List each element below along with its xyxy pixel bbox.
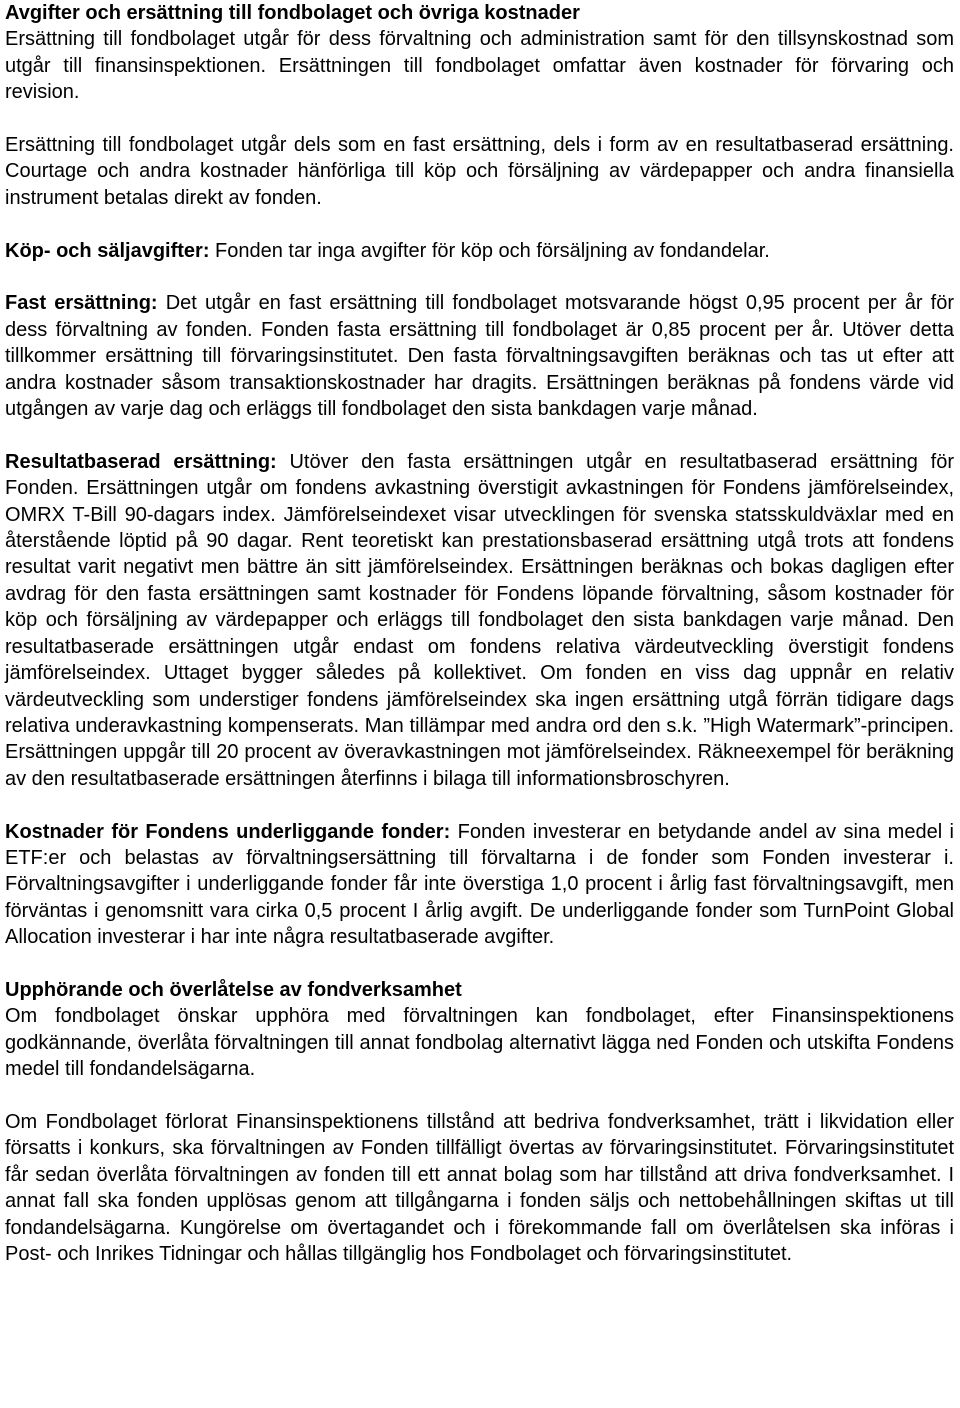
performance-fee-text: Utöver den fasta ersättningen utgår en resultatbaserad ersättning för Fonden. Ersättningen utgår om fondens avkastning överstigit avkastningen för Fondens jämförelseindex, OMRX T-Bill 90-dagars index. Jämförelseindexet visar utvecklingen för svenska statsskuldväxlar med en återstående löptid på 90 dagar. Rent teoretiskt kan prestationsbaserad ersättning utgå trots att fondens resultat varit negativt men bättre än sitt jämförelseindex. Ersättningen beräknas och bokas dagligen efter avdrag för den fasta ersättningen samt kostnader för Fondens löpande förvaltning, såsom kostnader för köp och försäljning av värdepapper och erläggs till fondbolaget den sista bankdagen varje månad. Den resultatbaserade ersättningen utgår endast om fondens relativa värdeutveckling överstigit fondens jämförelseindex. Uttaget bygger således på kollektivet. Om fonden en viss dag uppnår en relativ värdeutveckling som understiger fondens jämförelseindex ska ingen ersättning utgå förrän tidigare dags relativa underavkastning kompenserats. Man tillämpar med andra ord den s.k. ”High Watermark”-principen. Ersättningen uppgår till 20 procent av överavkastningen mot jämförelseindex. Räkneexempel för beräkning av den resultatbaserade ersättningen återfinns i bilaga till informationsbroschyren. [5, 450, 954, 790]
underlying-funds-paragraph [5, 819, 954, 951]
fees-paragraph-1: Ersättning till fondbolaget utgår för dess förvaltning och administration samt för den tillsynskostnad som utgår till finansinspektionen. Ersättningen till fondbolaget omfattar även kostnader för förvaring och revision. [5, 28, 954, 104]
fixed-fee-label: Fast ersättning: [5, 292, 158, 315]
section-title-fees: Avgifter och ersättning till fondbolaget och övriga kostnader [5, 2, 580, 24]
fixed-fee-paragraph [5, 290, 954, 422]
termination-paragraph-1: Om fondbolaget önskar upphöra med förvaltningen kan fondbolaget, efter Finansinspektionens godkännande, överlåta förvaltningen till annat fondbolag alternativt lägga ned Fonden och utskifta Fondens medel till fondandelsägarna. [5, 1005, 954, 1081]
performance-fee-paragraph [5, 449, 954, 792]
section-title-termination: Upphörande och överlåtelse av fondverksamhet [5, 978, 462, 1001]
paragraph-gap [5, 106, 954, 132]
fees-paragraph-2: Ersättning till fondbolaget utgår dels som en fast ersättning, dels i form av en resultatbaserad ersättning. Courtage och andra kostnader hänförliga till köp och försäljning av värdepapper och andra finansiella instrument betalas direkt av fonden. [5, 134, 954, 209]
underlying-funds-text: Fonden investerar en betydande andel av sina medel i ETF:er och belastas av förvaltningsersättning till förvaltarna i de fonder som Fonden investerar i. Förvaltningsavgifter i underliggande fonder får inte överstiga 1,0 procent i årlig fast förvaltningsavgift, men förväntas i genomsnitt vara cirka 0,5 procent I årlig avgift. De underliggande fonder som TurnPoint Global Allocation investerar i har inte några resultatbaserade avgifter. [5, 820, 954, 949]
paragraph-gap [5, 264, 954, 290]
paragraph-gap [5, 422, 954, 448]
buy-sell-fees-label: Köp- och säljavgifter: [5, 239, 210, 262]
paragraph-gap [5, 951, 954, 977]
underlying-funds-label: Kostnader för Fondens underliggande fonder: [5, 820, 451, 843]
paragraph-gap [5, 211, 954, 237]
performance-fee-label: Resultatbaserad ersättning: [5, 450, 277, 473]
termination-paragraph-2: Om Fondbolaget förlorat Finansinspektionens tillstånd att bedriva fondverksamhet, trätt i likvidation eller försatts i konkurs, ska förvaltningen av Fonden tillfälligt övertas av förvaringsinstitutet. Förvaringsinstitutet får sedan överlåta förvaltningen av fonden till ett annat bolag som har tillstånd att driva fondverksamhet. I annat fall ska fonden upplösas genom att tillgångarna i fonden säljs och nettobehållningen skiftas ut till fondandelsägarna. Kungörelse om övertagandet och i förekommande fall om överlåtelsen ska införas i Post- och Inrikes Tidningar och hållas tillgänglig hos Fondbolaget och förvaringsinstitutet. [5, 1110, 954, 1265]
buy-sell-fees-paragraph [5, 238, 954, 264]
buy-sell-fees-text: Fonden tar inga avgifter för köp och försäljning av fondandelar. [209, 239, 770, 262]
paragraph-gap [5, 792, 954, 818]
paragraph-gap [5, 1083, 954, 1109]
fixed-fee-text: Det utgår en fast ersättning till fondbolaget motsvarande högst 0,95 procent per år för dess förvaltning av fonden. Fonden fasta ersättning till fondbolaget är 0,85 procent per år. Utöver detta tillkommer ersättning till förvaringsinstitutet. Den fasta förvaltningsavgiften beräknas och tas ut efter att andra kostnader såsom transaktionskostnader har dragits. Ersättningen beräknas på fondens värde vid utgången av varje dag och erläggs till fondbolaget den sista bankdagen varje månad. [5, 292, 954, 421]
